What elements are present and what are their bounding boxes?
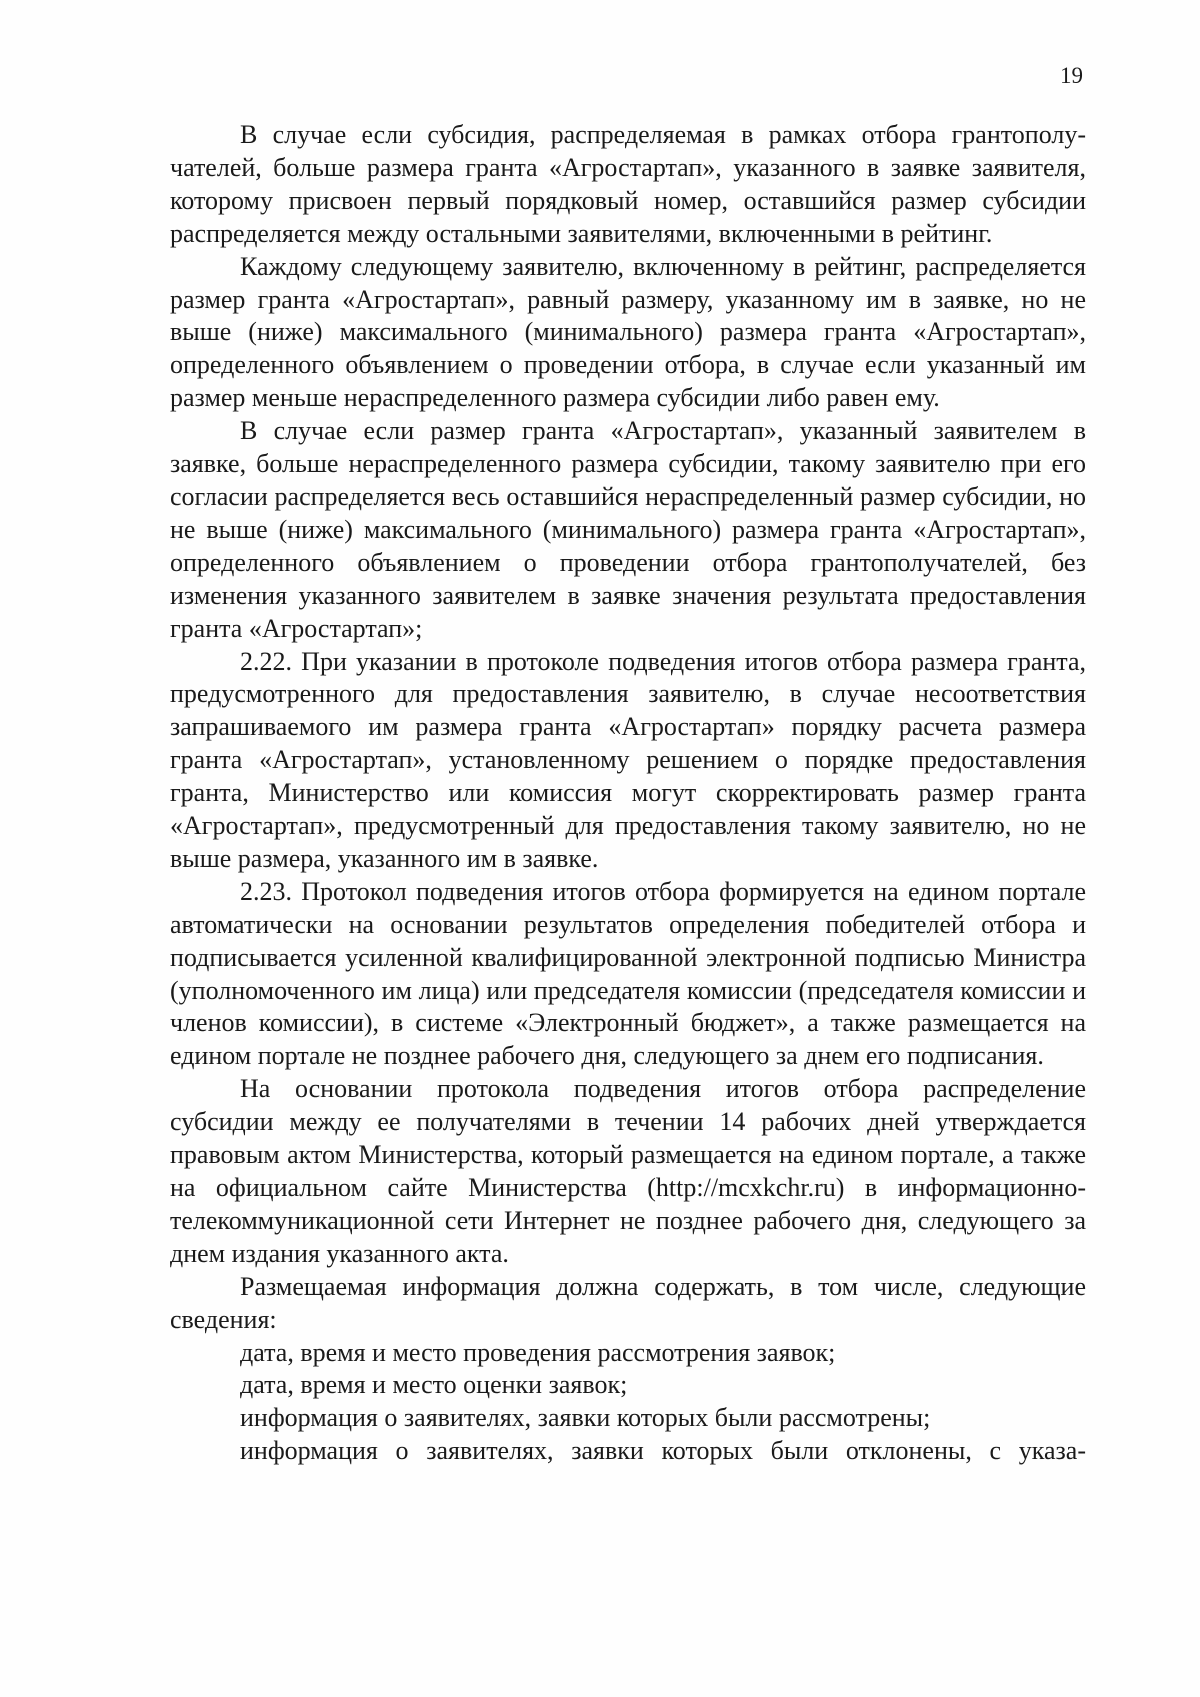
list-item: дата, время и место проведения рассмотрения заявок; — [240, 1337, 836, 1367]
paragraph-next-applicant: Каждому следующему заявителю, включенному в рейтинг, распределяется размер гранта «Агростартап», равный размеру, указанному им в заявке, но не выше (ниже) максимального (минимального) размера гранта «Агростартап», определенного объявлением о проведении отбора, в случае если указанный им размер меньше нераспределенного размера субсидии либо равен ему. — [170, 251, 1086, 413]
paragraph-2-23: 2.23. Протокол подведения итогов отбора формируется на едином портале автоматически на основании результатов определения победителей отбора и подписывается усиленной квалифицированной электронной подписью Министра (уполномоченного им лица) или председателя комиссии (председателя комиссии и членов комиссии), в системе «Электронный бюджет», а также размещается на едином портале не позднее рабочего дня, следующего за днем его подписания. — [170, 876, 1086, 1071]
paragraph-grant-exceeds: В случае если размер гранта «Агростартап», указанный заявителем в заявке, больше нераспределенного размера субсидии, такому заявителю при его согласии распределяется весь оставшийся нераспределенный размер субсидии, но не выше (ниже) максимального (минимального) размера гранта «Агростартап», определенного объявлением о проведении отбора грантополучателей, без изменения указанного заявителем в заявке значения результата предоставления гранта «Агростартап»; — [170, 416, 1086, 643]
list-item: информация о заявителях, заявки которых были рассмотрены; — [240, 1403, 931, 1433]
document-body — [170, 119, 1086, 1468]
list-item: информация о заявителях, заявки которых были отклонены, с указа- — [240, 1436, 1086, 1466]
page-number: 19 — [1060, 63, 1083, 88]
paragraph-protocol-basis: На основании протокола подведения итогов отбора распределение субсидии между ее получателями в течении 14 рабочих дней утверждается правовым актом Министерства, который размещается на едином портале, а также на официальном сайте Министерства (http://mcxkchr.ru) в информационно-телекоммуникационной сети Интернет не позднее рабочего дня, следующего за днем издания указанного акта. — [170, 1074, 1086, 1268]
paragraph-subsidy-distribution: В случае если субсидия, распределяемая в рамках отбора грантополучателей, больше размера гранта «Агростартап», указанного в заявке заявителя, которому присвоен первый порядковый номер, оставшийся размер субсидии распределяется между остальными заявителями, включенными в рейтинг. — [170, 120, 1086, 248]
list-item: дата, время и место оценки заявок; — [240, 1370, 628, 1400]
paragraph-2-22: 2.22. При указании в протоколе подведения итогов отбора размера гранта, предусмотренного для предоставления заявителю, в случае несоответствия запрашиваемого им размера гранта «Агростартап» порядку расчета размера гранта «Агростартап», установленному решением о порядке предоставления гранта, Министерство или комиссия могут скорректировать размер гранта «Агростартап», предусмотренный для предоставления такому заявителю, но не выше размера, указанного им в заявке. — [170, 646, 1086, 873]
paragraph-published-info: Размещаемая информация должна содержать, в том числе, следующие сведения: — [170, 1271, 1086, 1334]
